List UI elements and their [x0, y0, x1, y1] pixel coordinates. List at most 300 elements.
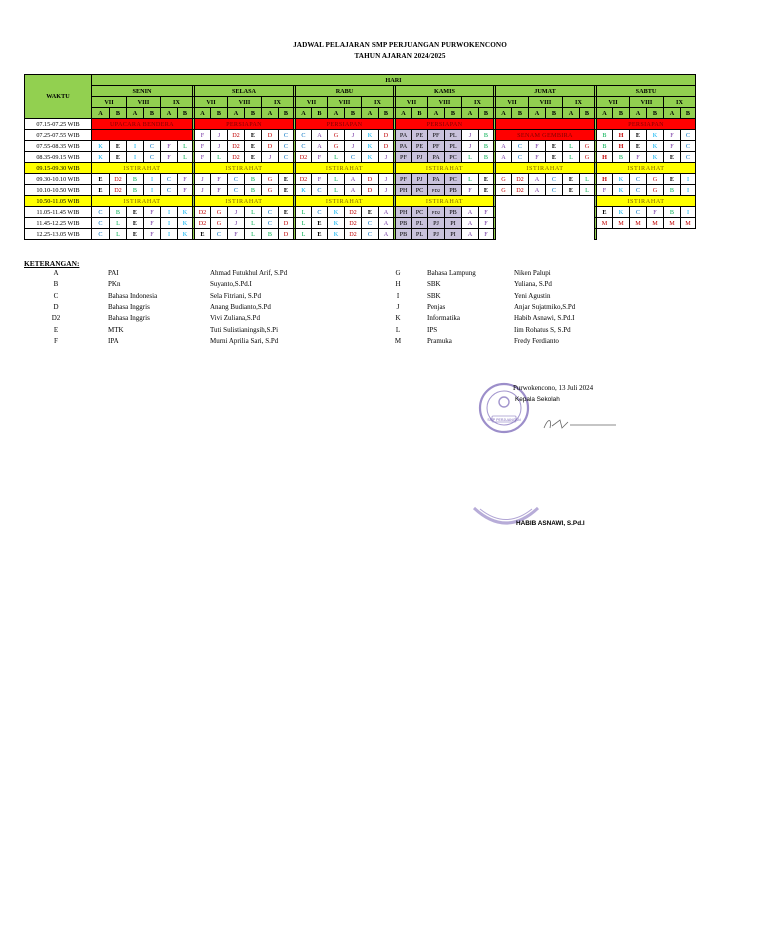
schedule-cell: A: [379, 218, 394, 229]
schedule-cell: G: [647, 185, 664, 196]
schedule-cell: H: [597, 152, 613, 163]
schedule-cell: C: [92, 229, 110, 240]
schedule-cell: PF: [396, 174, 412, 185]
schedule-cell: PH: [396, 207, 412, 218]
schedule-cell: PA: [428, 174, 445, 185]
schedule-cell: F: [664, 141, 681, 152]
schedule-cell: E: [563, 185, 580, 196]
legend-code: I: [396, 291, 400, 300]
legend-subject: IPA: [108, 336, 119, 345]
schedule-cell: [496, 218, 595, 229]
schedule-cell: C: [681, 130, 696, 141]
section-header: A: [328, 108, 345, 119]
schedule-cell: E: [479, 185, 494, 196]
time-slot: 07.55-08.35 WIB: [25, 141, 92, 152]
schedule-cell: G: [580, 141, 595, 152]
time-slot: 08.35-09.15 WIB: [25, 152, 92, 163]
schedule-banner: ISTIRAHAT: [92, 163, 193, 174]
schedule-cell: L: [296, 229, 312, 240]
schedule-cell: PE: [412, 130, 428, 141]
schedule-cell: K: [362, 152, 379, 163]
schedule-banner: ISTIRAHAT: [396, 163, 494, 174]
schedule-cell: F: [161, 152, 178, 163]
schedule-cell: G: [328, 141, 345, 152]
legend-teacher: Vivi Zuliana,S.Pd: [210, 314, 260, 323]
schedule-cell: I: [127, 141, 144, 152]
schedule-cell: D: [362, 185, 379, 196]
schedule-cell: L: [328, 174, 345, 185]
schedule-cell: D2: [110, 185, 127, 196]
schedule-cell: D: [379, 141, 394, 152]
schedule-cell: PB: [396, 229, 412, 240]
schedule-cell: J: [379, 152, 394, 163]
schedule-cell: M: [647, 218, 664, 229]
schedule-cell: F: [144, 229, 161, 240]
signer-name: HABIB ASNAWI, S.Pd.I: [516, 520, 585, 527]
section-header: A: [195, 108, 211, 119]
schedule-cell: D2: [228, 152, 245, 163]
legend-teacher: Murni Aprilia Sari, S.Pd: [210, 336, 279, 345]
grade-header: VIII: [630, 97, 664, 108]
section-header: B: [379, 108, 394, 119]
grade-header: VII: [396, 97, 428, 108]
schedule-cell: PA: [396, 130, 412, 141]
schedule-cell: I: [127, 152, 144, 163]
schedule-cell: L: [563, 141, 580, 152]
schedule-cell: F: [195, 152, 211, 163]
place-date: Purwokencono, 13 Juli 2024: [513, 384, 594, 392]
schedule-cell: L: [110, 218, 127, 229]
schedule-cell: F: [462, 185, 479, 196]
schedule-cell: A: [312, 141, 328, 152]
schedule-cell: E: [127, 207, 144, 218]
legend-teacher: Fredy Ferdianto: [514, 336, 559, 345]
schedule-cell: D2: [512, 174, 529, 185]
schedule-cell: M: [597, 218, 613, 229]
schedule-cell: K: [178, 229, 193, 240]
schedule-cell: E: [312, 229, 328, 240]
schedule-cell: E: [127, 218, 144, 229]
grade-header: VII: [296, 97, 328, 108]
section-header: A: [529, 108, 546, 119]
schedule-cell: [597, 229, 696, 240]
schedule-cell: A: [462, 207, 479, 218]
schedule-cell: D: [379, 130, 394, 141]
schedule-cell: L: [328, 185, 345, 196]
section-header: B: [110, 108, 127, 119]
section-header: B: [178, 108, 193, 119]
schedule-banner: PERSIAPAN: [296, 119, 394, 130]
section-header: B: [445, 108, 462, 119]
schedule-cell: J: [462, 130, 479, 141]
schedule-cell: J: [228, 207, 245, 218]
schedule-banner: ISTIRAHAT: [296, 163, 394, 174]
schedule-cell: C: [630, 185, 647, 196]
schedule-cell: K: [296, 185, 312, 196]
schedule-cell: J: [345, 141, 362, 152]
schedule-cell: J: [195, 174, 211, 185]
section-header: A: [563, 108, 580, 119]
grade-header: VIII: [428, 97, 462, 108]
schedule-cell: C: [211, 229, 228, 240]
grade-header: IX: [262, 97, 294, 108]
schedule-cell: PI: [445, 229, 462, 240]
schedule-banner: ISTIRAHAT: [92, 196, 193, 207]
schedule-cell: PE: [412, 141, 428, 152]
schedule-cell: K: [613, 207, 630, 218]
legend-subject: IPS: [427, 325, 438, 334]
schedule-cell: I: [681, 185, 696, 196]
legend-code: G: [395, 269, 401, 277]
stamp-text: SMP PERJUANGAN: [487, 417, 521, 422]
schedule-cell: PD2: [428, 207, 445, 218]
schedule-cell: E: [597, 207, 613, 218]
schedule-cell: PL: [412, 218, 428, 229]
schedule-cell: F: [664, 130, 681, 141]
schedule-cell: PI: [445, 218, 462, 229]
schedule-cell: I: [681, 207, 696, 218]
schedule-cell: C: [546, 174, 563, 185]
legend-teacher: Yuliana, S.Pd: [514, 280, 552, 289]
schedule-cell: F: [211, 185, 228, 196]
schedule-cell: F: [195, 141, 211, 152]
schedule-cell: A: [496, 152, 512, 163]
legend-teacher: Tuti Sulistianingsih,S.Pi: [210, 325, 279, 334]
signature-icon: [538, 416, 618, 432]
schedule-cell: E: [92, 185, 110, 196]
day-header-senin: SENIN: [92, 86, 193, 97]
day-header-rabu: RABU: [296, 86, 394, 97]
schedule-cell: G: [211, 218, 228, 229]
schedule-cell: G: [580, 152, 595, 163]
schedule-cell: D: [262, 141, 279, 152]
schedule-cell: A: [379, 207, 394, 218]
grade-header: VIII: [529, 97, 563, 108]
legend-subject: Bahasa Inggris: [108, 302, 150, 311]
schedule-cell: E: [279, 207, 294, 218]
legend-code: K: [395, 314, 401, 323]
schedule-cell: J: [345, 130, 362, 141]
schedule-cell: L: [328, 152, 345, 163]
schedule-cell: C: [362, 229, 379, 240]
section-header: A: [630, 108, 647, 119]
schedule-cell: K: [362, 130, 379, 141]
schedule-cell: D2: [195, 207, 211, 218]
grade-header: VII: [597, 97, 630, 108]
section-header: B: [211, 108, 228, 119]
schedule-banner: ISTIRAHAT: [597, 163, 696, 174]
schedule-banner: ISTIRAHAT: [496, 163, 595, 174]
schedule-cell: B: [245, 185, 262, 196]
schedule-cell: G: [647, 174, 664, 185]
section-header: B: [279, 108, 294, 119]
schedule-cell: [496, 196, 595, 207]
section-header: B: [681, 108, 696, 119]
grade-header: IX: [161, 97, 193, 108]
schedule-cell: B: [127, 174, 144, 185]
schedule-cell: PB: [445, 207, 462, 218]
schedule-cell: L: [296, 218, 312, 229]
schedule-cell: E: [630, 130, 647, 141]
schedule-banner: UPACARA BENDERA: [92, 119, 193, 130]
schedule-cell: L: [211, 152, 228, 163]
signer-role: Kepala Sekolah: [515, 396, 560, 403]
schedule-cell: B: [597, 141, 613, 152]
time-slot: 09.15-09.30 WIB: [25, 163, 92, 174]
grade-header: VII: [195, 97, 228, 108]
schedule-cell: K: [328, 218, 345, 229]
legend-teacher: Suyanto,S.Pd.I: [210, 280, 252, 289]
schedule-cell: M: [613, 218, 630, 229]
schedule-cell: E: [279, 174, 294, 185]
grade-header: IX: [462, 97, 494, 108]
schedule-cell: D2: [110, 174, 127, 185]
schedule-cell: L: [296, 207, 312, 218]
section-header: B: [647, 108, 664, 119]
legend-subject: PAI: [108, 269, 119, 277]
legend-subject: SBK: [427, 291, 441, 300]
section-header: A: [428, 108, 445, 119]
schedule-cell: PJ: [428, 218, 445, 229]
section-header: A: [664, 108, 681, 119]
legend-subject: Penjas: [427, 302, 446, 311]
legend-teacher: Niken Palupi: [514, 269, 551, 277]
schedule-cell: L: [178, 141, 193, 152]
schedule-cell: E: [92, 174, 110, 185]
schedule-cell: D2: [228, 141, 245, 152]
schedule-cell: PC: [412, 185, 428, 196]
schedule-cell: K: [328, 207, 345, 218]
schedule-cell: K: [647, 130, 664, 141]
section-header: A: [362, 108, 379, 119]
schedule-cell: K: [92, 141, 110, 152]
schedule-cell: B: [664, 207, 681, 218]
schedule-cell: L: [462, 174, 479, 185]
schedule-cell: E: [127, 229, 144, 240]
schedule-cell: F: [144, 218, 161, 229]
legend-code: H: [395, 280, 401, 289]
schedule-banner: PERSIAPAN: [597, 119, 696, 130]
schedule-cell: E: [664, 152, 681, 163]
schedule-cell: F: [647, 207, 664, 218]
schedule-cell: I: [161, 229, 178, 240]
schedule-cell: C: [279, 130, 294, 141]
schedule-cell: L: [580, 174, 595, 185]
legend-code: B: [53, 280, 59, 289]
legend-teacher: Habib Asnawi, S.Pd.I: [514, 314, 575, 323]
schedule-cell: C: [144, 141, 161, 152]
schedule-cell: G: [496, 174, 512, 185]
schedule-cell: C: [362, 218, 379, 229]
legend-teacher: Iim Rohatus S, S.Pd: [514, 325, 571, 334]
schedule-banner: ISTIRAHAT: [597, 196, 696, 207]
schedule-cell: L: [245, 218, 262, 229]
waktu-header: WAKTU: [25, 75, 92, 119]
schedule-cell: K: [178, 218, 193, 229]
schedule-cell: C: [296, 141, 312, 152]
keterangan-label: KETERANGAN:: [24, 259, 80, 268]
legend-code: J: [396, 302, 400, 311]
time-slot: 11.05-11.45 WIB: [25, 207, 92, 218]
legend-code: D: [53, 302, 59, 311]
grade-header: VIII: [328, 97, 362, 108]
schedule-cell: C: [262, 207, 279, 218]
schedule-cell: PB: [396, 218, 412, 229]
schedule-cell: C: [312, 207, 328, 218]
legend-teacher: Ahmad Futukhul Arif, S.Pd: [210, 269, 288, 277]
schedule-cell: C: [92, 218, 110, 229]
legend-code: C: [53, 291, 59, 300]
schedule-cell: A: [345, 185, 362, 196]
schedule-banner: PERSIAPAN: [396, 119, 494, 130]
legend-code: E: [53, 325, 59, 334]
schedule-cell: F: [161, 141, 178, 152]
legend-subject: Informatika: [427, 314, 461, 323]
section-header: A: [396, 108, 412, 119]
legend-subject: Bahasa Inggris: [108, 314, 150, 323]
section-header: B: [345, 108, 362, 119]
schedule-cell: C: [228, 185, 245, 196]
grade-header: IX: [664, 97, 696, 108]
legend-teacher: Yeni Agustin: [514, 291, 551, 300]
schedule-cell: B: [613, 152, 630, 163]
schedule-cell: F: [312, 152, 328, 163]
schedule-cell: PB: [445, 185, 462, 196]
schedule-cell: PF: [396, 152, 412, 163]
section-header: A: [228, 108, 245, 119]
section-header: A: [496, 108, 512, 119]
section-header: A: [161, 108, 178, 119]
schedule-cell: A: [529, 185, 546, 196]
schedule-cell: PL: [412, 229, 428, 240]
schedule-cell: D: [262, 130, 279, 141]
grade-header: VII: [496, 97, 529, 108]
schedule-cell: E: [312, 218, 328, 229]
schedule-cell: E: [245, 141, 262, 152]
schedule-cell: C: [262, 218, 279, 229]
schedule-cell: F: [312, 174, 328, 185]
schedule-cell: J: [262, 152, 279, 163]
schedule-banner: PERSIAPAN: [195, 119, 294, 130]
time-slot: 07.25-07.55 WIB: [25, 130, 92, 141]
schedule-cell: PC: [445, 174, 462, 185]
grade-header: IX: [563, 97, 595, 108]
schedule-cell: D: [362, 174, 379, 185]
schedule-cell: J: [195, 185, 211, 196]
schedule-cell: G: [211, 207, 228, 218]
schedule-cell: D2: [195, 218, 211, 229]
schedule-banner: [496, 119, 595, 130]
schedule-cell: F: [195, 130, 211, 141]
schedule-cell: J: [211, 130, 228, 141]
schedule-banner: ISTIRAHAT: [296, 196, 394, 207]
schedule-cell: E: [195, 229, 211, 240]
section-header: A: [127, 108, 144, 119]
schedule-banner: ISTIRAHAT: [195, 196, 294, 207]
schedule-cell: I: [161, 218, 178, 229]
section-header: B: [580, 108, 595, 119]
section-header: B: [144, 108, 161, 119]
schedule-cell: C: [681, 141, 696, 152]
schedule-cell: E: [245, 130, 262, 141]
schedule-cell: [496, 229, 595, 240]
section-header: A: [462, 108, 479, 119]
schedule-cell: C: [144, 152, 161, 163]
legend-code: F: [54, 336, 58, 345]
schedule-cell: K: [647, 152, 664, 163]
schedule-cell: F: [178, 185, 193, 196]
schedule-cell: F: [597, 185, 613, 196]
schedule-cell: E: [110, 141, 127, 152]
schedule-cell: A: [312, 130, 328, 141]
schedule-cell: F: [144, 207, 161, 218]
schedule-cell: H: [613, 141, 630, 152]
schedule-cell: PF: [428, 141, 445, 152]
schedule-cell: D2: [345, 218, 362, 229]
schedule-cell: E: [546, 141, 563, 152]
schedule-cell: PA: [428, 152, 445, 163]
schedule-cell: PD2: [428, 185, 445, 196]
legend-code: D2: [51, 314, 61, 323]
legend-subject: PKn: [108, 280, 121, 289]
schedule-cell: F: [211, 174, 228, 185]
section-header: B: [412, 108, 428, 119]
page-title: JADWAL PELAJARAN SMP PERJUANGAN PURWOKENCONO: [293, 41, 507, 49]
schedule-cell: PL: [445, 141, 462, 152]
schedule-cell: C: [630, 207, 647, 218]
schedule-cell: L: [580, 185, 595, 196]
section-header: B: [479, 108, 494, 119]
section-header: A: [92, 108, 110, 119]
schedule-cell: PJ: [412, 152, 428, 163]
schedule-cell: H: [613, 130, 630, 141]
schedule-cell: M: [630, 218, 647, 229]
schedule-cell: F: [529, 152, 546, 163]
schedule-cell: PJ: [428, 229, 445, 240]
time-slot: 10.50-11.05 WIB: [25, 196, 92, 207]
schedule-cell: D: [279, 218, 294, 229]
schedule-cell: E: [362, 207, 379, 218]
schedule-cell: C: [279, 152, 294, 163]
day-header-kamis: KAMIS: [396, 86, 494, 97]
legend-subject: Pramuka: [427, 336, 452, 345]
schedule-cell: PC: [412, 207, 428, 218]
legend-subject: MTK: [108, 325, 124, 334]
schedule-cell: K: [92, 152, 110, 163]
schedule-cell: C: [546, 185, 563, 196]
schedule-cell: F: [178, 174, 193, 185]
schedule-cell: C: [312, 185, 328, 196]
legend-subject: SBK: [427, 280, 441, 289]
schedule-cell: L: [245, 229, 262, 240]
schedule-cell: C: [512, 152, 529, 163]
schedule-cell: K: [328, 229, 345, 240]
legend-code: L: [395, 325, 401, 334]
schedule-cell: A: [462, 218, 479, 229]
section-header: A: [296, 108, 312, 119]
schedule-cell: PA: [396, 141, 412, 152]
schedule-cell: E: [110, 152, 127, 163]
schedule-cell: E: [630, 141, 647, 152]
schedule-cell: B: [245, 174, 262, 185]
section-header: B: [312, 108, 328, 119]
schedule-cell: E: [279, 185, 294, 196]
schedule-table: [24, 74, 696, 240]
schedule-cell: E: [479, 174, 494, 185]
schedule-cell: F: [630, 152, 647, 163]
schedule-cell: D2: [296, 174, 312, 185]
schedule-cell: G: [262, 174, 279, 185]
